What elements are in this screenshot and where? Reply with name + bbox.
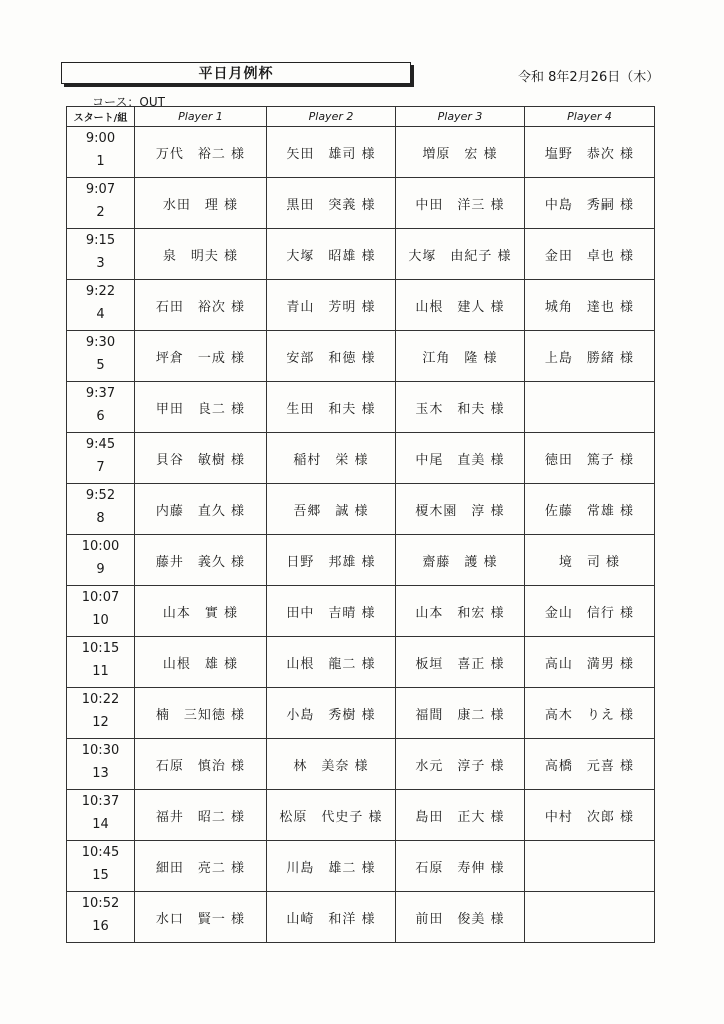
player-1-name: 細田 亮二 様 xyxy=(135,841,267,892)
player-3-name: 中田 洋三 様 xyxy=(396,178,525,229)
player-3-name: 福間 康二 様 xyxy=(396,688,525,739)
player-1-name: 甲田 良二 様 xyxy=(135,382,267,433)
player-2-name: 矢田 雄司 様 xyxy=(267,127,396,178)
player-1-name: 水田 理 様 xyxy=(135,178,267,229)
player-1-name: 石田 裕次 様 xyxy=(135,280,267,331)
group-number: 5 xyxy=(96,358,105,373)
start-time: 9:52 xyxy=(85,488,116,503)
start-cell xyxy=(67,127,135,178)
column-header-player4: Player 4 xyxy=(525,107,655,127)
player-4-name: 金田 卓也 様 xyxy=(525,229,655,280)
player-1-name: 藤井 義久 様 xyxy=(135,535,267,586)
group-number: 12 xyxy=(92,715,109,730)
table-row xyxy=(67,280,655,331)
start-time: 10:52 xyxy=(81,896,120,911)
player-3-name: 玉木 和夫 様 xyxy=(396,382,525,433)
event-date: 令和 8年2月26日（木） xyxy=(518,70,660,85)
start-time: 9:22 xyxy=(85,284,116,299)
player-1-name: 泉 明夫 様 xyxy=(135,229,267,280)
player-4-name: 高山 満男 様 xyxy=(525,637,655,688)
group-number: 6 xyxy=(96,409,105,424)
table-row xyxy=(67,841,655,892)
start-cell xyxy=(67,280,135,331)
table-row xyxy=(67,127,655,178)
group-number: 1 xyxy=(96,154,105,169)
player-1-name: 山本 實 様 xyxy=(135,586,267,637)
table-row xyxy=(67,637,655,688)
player-2-name: 山根 龍二 様 xyxy=(267,637,396,688)
player-4-name: 高橋 元喜 様 xyxy=(525,739,655,790)
player-3-name: 山根 建人 様 xyxy=(396,280,525,331)
player-4-name: 中島 秀嗣 様 xyxy=(525,178,655,229)
player-3-name: 島田 正大 様 xyxy=(396,790,525,841)
start-cell xyxy=(67,382,135,433)
player-2-name: 林 美奈 様 xyxy=(267,739,396,790)
start-time: 10:15 xyxy=(81,641,120,656)
start-time: 10:07 xyxy=(81,590,120,605)
table-row xyxy=(67,892,655,943)
player-1-name: 山根 雄 様 xyxy=(135,637,267,688)
player-3-name: 中尾 直美 様 xyxy=(396,433,525,484)
player-2-name: 黒田 突義 様 xyxy=(267,178,396,229)
group-number: 4 xyxy=(96,307,105,322)
player-4-name: 城角 達也 様 xyxy=(525,280,655,331)
player-1-name: 内藤 直久 様 xyxy=(135,484,267,535)
player-3-name: 山本 和宏 様 xyxy=(396,586,525,637)
start-cell xyxy=(67,892,135,943)
player-1-name: 水口 賢一 様 xyxy=(135,892,267,943)
player-3-name: 大塚 由紀子 様 xyxy=(396,229,525,280)
start-cell xyxy=(67,739,135,790)
player-4-name xyxy=(525,382,655,433)
table-row xyxy=(67,688,655,739)
player-2-name: 生田 和夫 様 xyxy=(267,382,396,433)
player-3-name: 前田 俊美 様 xyxy=(396,892,525,943)
player-3-name: 増原 宏 様 xyxy=(396,127,525,178)
table-row xyxy=(67,178,655,229)
table-row xyxy=(67,382,655,433)
table-body xyxy=(67,127,655,943)
player-2-name: 吾郷 誠 様 xyxy=(267,484,396,535)
start-cell xyxy=(67,178,135,229)
start-cell xyxy=(67,433,135,484)
player-1-name: 貝谷 敏樹 様 xyxy=(135,433,267,484)
table-row xyxy=(67,586,655,637)
start-time: 10:00 xyxy=(81,539,120,554)
start-time: 9:37 xyxy=(85,386,116,401)
start-cell xyxy=(67,790,135,841)
start-cell xyxy=(67,331,135,382)
column-header-start: スタート/組 xyxy=(67,107,135,127)
player-3-name: 榎木園 淳 様 xyxy=(396,484,525,535)
table-row xyxy=(67,331,655,382)
group-number: 9 xyxy=(96,562,105,577)
player-4-name: 金山 信行 様 xyxy=(525,586,655,637)
player-3-name: 板垣 喜正 様 xyxy=(396,637,525,688)
player-1-name: 福井 昭二 様 xyxy=(135,790,267,841)
start-time: 9:07 xyxy=(85,182,116,197)
player-1-name: 石原 慎治 様 xyxy=(135,739,267,790)
player-4-name: 佐藤 常雄 様 xyxy=(525,484,655,535)
group-number: 13 xyxy=(92,766,109,781)
start-time: 10:45 xyxy=(81,845,120,860)
player-2-name: 安部 和徳 様 xyxy=(267,331,396,382)
start-cell xyxy=(67,484,135,535)
table-row xyxy=(67,535,655,586)
player-2-name: 山崎 和洋 様 xyxy=(267,892,396,943)
group-number: 3 xyxy=(96,256,105,271)
player-2-name: 日野 邦雄 様 xyxy=(267,535,396,586)
player-4-name xyxy=(525,892,655,943)
tee-time-table xyxy=(66,106,655,943)
player-3-name: 齋藤 護 様 xyxy=(396,535,525,586)
group-number: 2 xyxy=(96,205,105,220)
player-4-name xyxy=(525,841,655,892)
group-number: 15 xyxy=(92,868,109,883)
course-label: コース：OUT xyxy=(92,95,165,109)
start-time: 9:30 xyxy=(85,335,116,350)
table-header-row xyxy=(67,107,655,127)
group-number: 11 xyxy=(92,664,109,679)
player-4-name: 上島 勝緒 様 xyxy=(525,331,655,382)
group-number: 14 xyxy=(92,817,109,832)
group-number: 7 xyxy=(96,460,105,475)
player-2-name: 川島 雄二 様 xyxy=(267,841,396,892)
column-header-player1: Player 1 xyxy=(135,107,267,127)
start-cell xyxy=(67,535,135,586)
player-3-name: 江角 隆 様 xyxy=(396,331,525,382)
table-row xyxy=(67,739,655,790)
column-header-player2: Player 2 xyxy=(267,107,396,127)
player-3-name: 石原 寿伸 様 xyxy=(396,841,525,892)
start-time: 9:15 xyxy=(85,233,116,248)
player-2-name: 松原 代史子 様 xyxy=(267,790,396,841)
player-1-name: 万代 裕二 様 xyxy=(135,127,267,178)
player-2-name: 小島 秀樹 様 xyxy=(267,688,396,739)
start-cell xyxy=(67,229,135,280)
start-cell xyxy=(67,688,135,739)
table-row xyxy=(67,790,655,841)
player-2-name: 青山 芳明 様 xyxy=(267,280,396,331)
table-row xyxy=(67,229,655,280)
player-4-name: 高木 りえ 様 xyxy=(525,688,655,739)
start-cell xyxy=(67,637,135,688)
table-row xyxy=(67,433,655,484)
start-time: 10:30 xyxy=(81,743,120,758)
start-cell xyxy=(67,586,135,637)
player-1-name: 楠 三知徳 様 xyxy=(135,688,267,739)
player-1-name: 坪倉 一成 様 xyxy=(135,331,267,382)
player-3-name: 水元 淳子 様 xyxy=(396,739,525,790)
start-cell xyxy=(67,841,135,892)
player-4-name: 徳田 篤子 様 xyxy=(525,433,655,484)
start-time: 10:22 xyxy=(81,692,120,707)
player-4-name: 中村 次郎 様 xyxy=(525,790,655,841)
player-2-name: 稲村 栄 様 xyxy=(267,433,396,484)
table-row xyxy=(67,484,655,535)
group-number: 10 xyxy=(92,613,109,628)
player-4-name: 境 司 様 xyxy=(525,535,655,586)
player-2-name: 田中 吉晴 様 xyxy=(267,586,396,637)
group-number: 16 xyxy=(92,919,109,934)
column-header-player3: Player 3 xyxy=(396,107,525,127)
start-time: 9:45 xyxy=(85,437,116,452)
start-time: 9:00 xyxy=(85,131,116,146)
event-title: 平日月例杯 xyxy=(61,62,411,84)
player-4-name: 塩野 恭次 様 xyxy=(525,127,655,178)
player-2-name: 大塚 昭雄 様 xyxy=(267,229,396,280)
group-number: 8 xyxy=(96,511,105,526)
start-time: 10:37 xyxy=(81,794,120,809)
